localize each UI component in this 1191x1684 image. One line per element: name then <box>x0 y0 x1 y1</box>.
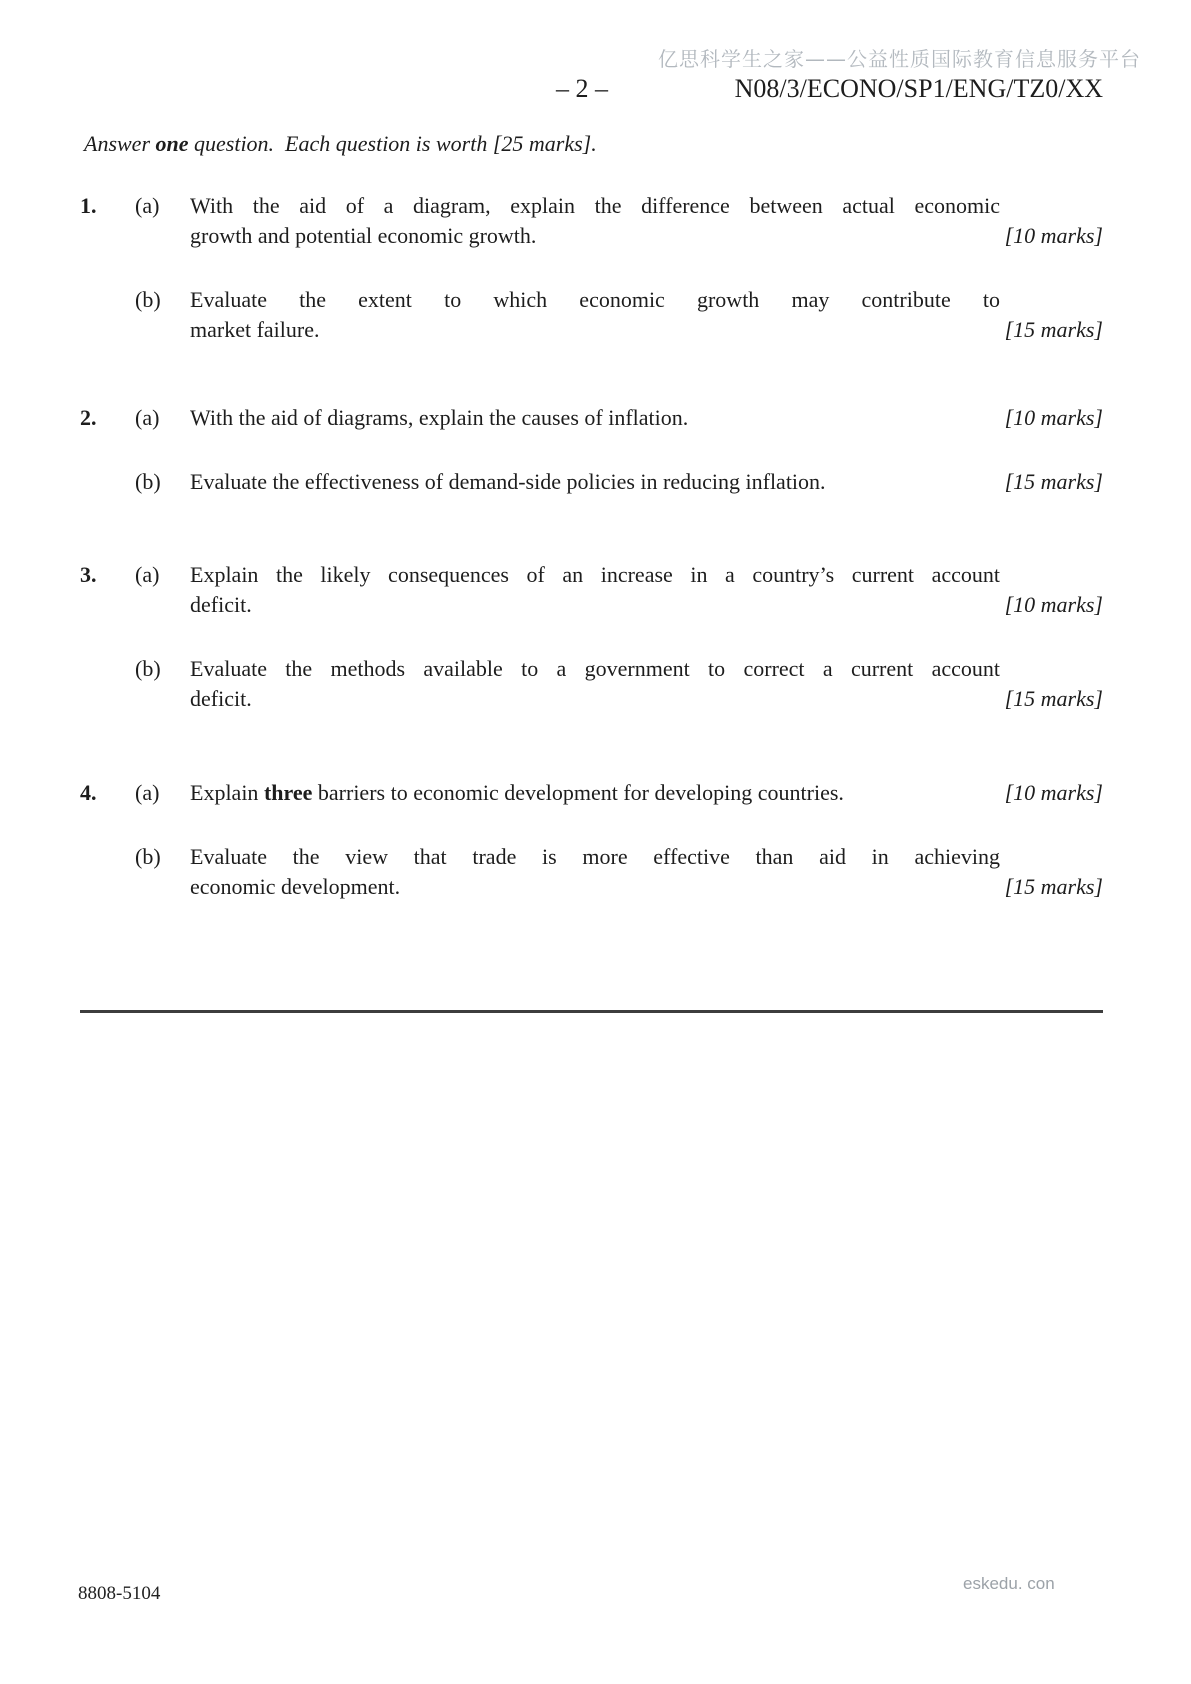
part-text <box>190 842 1000 902</box>
instruction-text: Answer <box>84 131 156 156</box>
text-segment: economic development. <box>190 874 401 899</box>
text-line <box>190 315 1000 345</box>
page-number: – 2 – <box>556 74 608 103</box>
marks-label: [10 marks] <box>1004 405 1103 430</box>
question-part <box>80 191 1103 251</box>
question-number: 1. <box>80 193 97 218</box>
question-part <box>80 403 1103 433</box>
part-text <box>190 467 1000 497</box>
text-line <box>190 590 1000 620</box>
part-label: (b) <box>135 844 161 869</box>
question-block <box>80 560 1103 714</box>
marks-label: [15 marks] <box>1004 874 1103 899</box>
text-line <box>190 403 1000 433</box>
marks-label: [10 marks] <box>1004 223 1103 248</box>
question-number: 4. <box>80 780 97 805</box>
text-segment: Evaluate the view that trade is more effective than aid in achieving <box>190 844 1000 869</box>
text-line <box>190 467 1000 497</box>
paper-code: N08/3/ECONO/SP1/ENG/TZ0/XX <box>734 74 1103 103</box>
part-text <box>190 285 1000 345</box>
text-line <box>190 778 1000 808</box>
text-segment: barriers to economic development for developing countries. <box>312 780 844 805</box>
text-segment: Explain <box>190 780 264 805</box>
part-label: (a) <box>135 562 160 587</box>
marks-label: [10 marks] <box>1004 780 1103 805</box>
text-segment: market failure. <box>190 317 320 342</box>
text-segment: Explain the likely consequences of an increase in a country’s current account <box>190 562 1000 587</box>
text-segment: Evaluate the methods available to a government to correct a current account <box>190 656 1000 681</box>
text-line <box>190 654 1000 684</box>
question-number: 2. <box>80 405 97 430</box>
text-line <box>190 684 1000 714</box>
questions-section <box>80 0 1103 1000</box>
question-part <box>80 654 1103 714</box>
instruction-bold-text: one <box>155 131 189 156</box>
text-line <box>190 221 1000 251</box>
question-part <box>80 778 1103 808</box>
part-label: (b) <box>135 287 161 312</box>
text-line <box>190 285 1000 315</box>
footer-site-watermark: eskedu. con <box>963 1574 1055 1593</box>
text-segment: With the aid of a diagram, explain the difference between actual economic <box>190 193 1000 218</box>
text-line <box>190 872 1000 902</box>
header-cn-watermark: 亿思科学生之家——公益性质国际教育信息服务平台 <box>658 47 1141 71</box>
text-segment: deficit. <box>190 592 252 617</box>
marks-label: [15 marks] <box>1004 317 1103 342</box>
instruction-text: question. Each question is worth [25 marks]. <box>188 131 597 156</box>
marks-label: [15 marks] <box>1004 469 1103 494</box>
part-label: (b) <box>135 469 161 494</box>
question-block <box>80 778 1103 902</box>
part-text <box>190 778 1000 808</box>
question-block <box>80 403 1103 497</box>
text-segment: Evaluate the effectiveness of demand-side policies in reducing inflation. <box>190 469 826 494</box>
text-segment: growth and potential economic growth. <box>190 223 537 248</box>
question-part <box>80 560 1103 620</box>
question-part <box>80 467 1103 497</box>
part-label: (a) <box>135 780 160 805</box>
marks-label: [10 marks] <box>1004 592 1103 617</box>
text-line <box>190 842 1000 872</box>
part-label: (a) <box>135 405 160 430</box>
text-line <box>190 191 1000 221</box>
divider-rule <box>80 1010 1103 1013</box>
part-text <box>190 560 1000 620</box>
part-text <box>190 403 1000 433</box>
question-part <box>80 842 1103 902</box>
part-label: (a) <box>135 193 160 218</box>
part-label: (b) <box>135 656 161 681</box>
question-block <box>80 191 1103 345</box>
text-line <box>190 560 1000 590</box>
marks-label: [15 marks] <box>1004 686 1103 711</box>
document-number: 8808-5104 <box>78 1583 161 1604</box>
part-text <box>190 191 1000 251</box>
text-segment: With the aid of diagrams, explain the causes of inflation. <box>190 405 689 430</box>
text-segment: Evaluate the extent to which economic growth may contribute to <box>190 287 1000 312</box>
part-text <box>190 654 1000 714</box>
bold-text: three <box>263 780 313 805</box>
text-segment: deficit. <box>190 686 252 711</box>
question-number: 3. <box>80 562 97 587</box>
question-part <box>80 285 1103 345</box>
